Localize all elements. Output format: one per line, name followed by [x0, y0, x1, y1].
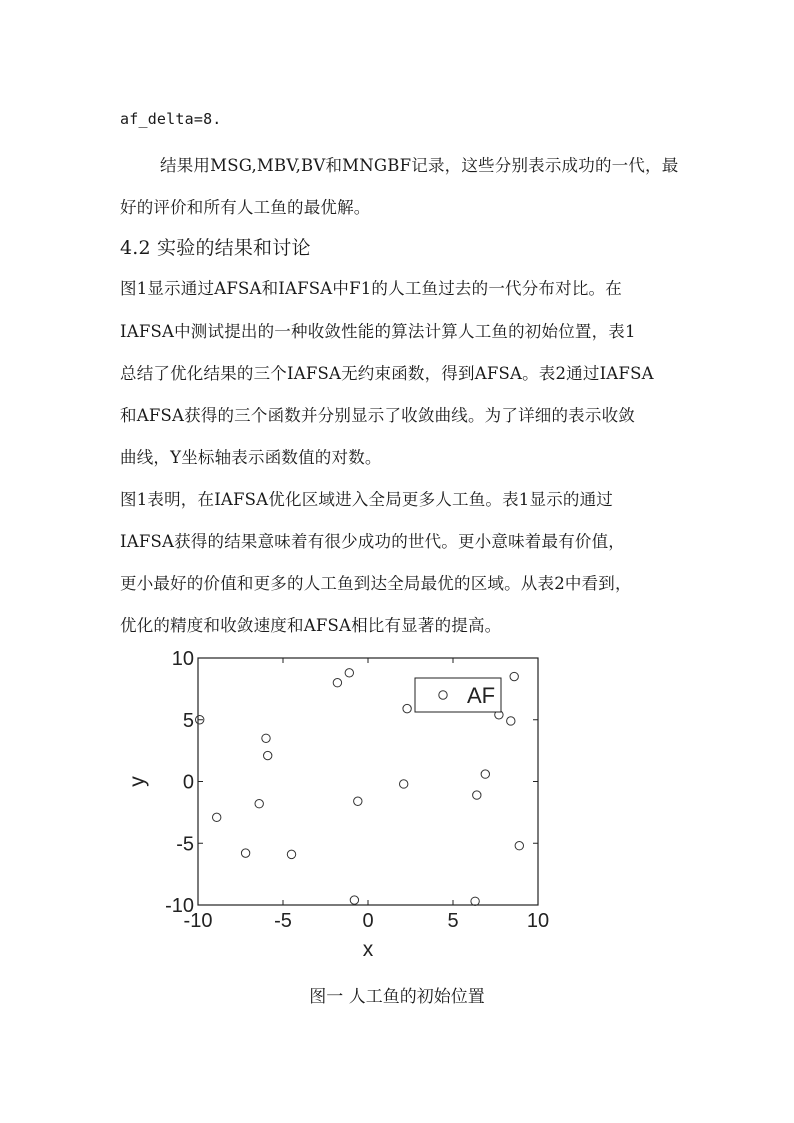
paragraph-line: 优化的精度和收敛速度和AFSA相比有显著的提高。: [120, 616, 502, 635]
data-point: [345, 669, 353, 677]
data-point: [403, 704, 411, 712]
data-point: [264, 751, 272, 759]
scatter-chart: [120, 640, 580, 970]
x-tick-label: 0: [362, 910, 374, 932]
paragraph-line: 更小最好的价值和更多的人工鱼到达全局最优的区域。从表2中看到，: [120, 574, 632, 593]
y-tick-label: 0: [182, 771, 194, 794]
data-point: [241, 849, 249, 857]
data-point: [350, 896, 358, 904]
paragraph-line: 结果用MSG,MBV,BV和MNGBF记录，这些分别表示成功的一代，最: [160, 156, 679, 175]
x-tick-label: -10: [183, 910, 213, 932]
paragraph-line: IAFSA中测试提出的一种收敛性能的算法计算人工鱼的初始位置，表1: [120, 322, 636, 341]
data-point: [354, 797, 362, 805]
data-point: [515, 842, 523, 850]
paragraph-line: 好的评价和所有人工鱼的最优解。: [120, 198, 371, 217]
data-point: [262, 734, 270, 742]
data-point: [400, 780, 408, 788]
x-tick-label: 10: [526, 910, 550, 932]
x-axis-label: x: [362, 938, 374, 961]
data-point: [510, 672, 518, 680]
paragraph-line: af_delta=8.: [120, 110, 222, 128]
section-heading: 4.2 实验的结果和讨论: [120, 237, 311, 259]
data-point: [255, 800, 263, 808]
figure-caption: 图一 人工鱼的初始位置: [309, 987, 485, 1007]
data-point: [213, 813, 221, 821]
y-tick-label: 5: [182, 709, 194, 732]
paragraph-line: IAFSA获得的结果意味着有很少成功的世代。更小意味着最有价值，: [120, 532, 626, 551]
y-tick-label: 10: [171, 648, 194, 670]
data-point: [481, 770, 489, 778]
data-point: [473, 791, 481, 799]
x-tick-label: 5: [447, 910, 459, 932]
paragraph-line: 曲线，Y坐标轴表示函数值的对数。: [120, 448, 382, 467]
paragraph-line: 图1表明，在IAFSA优化区域进入全局更多人工鱼。表1显示的通过: [120, 490, 613, 509]
paragraph-line: 和AFSA获得的三个函数并分别显示了收敛曲线。为了详细的表示收敛: [120, 406, 635, 425]
y-tick-label: -5: [176, 833, 194, 856]
data-point: [507, 717, 515, 725]
legend-label: AF: [467, 683, 496, 708]
data-point: [471, 897, 479, 905]
data-point: [287, 850, 295, 858]
y-tick-label: -10: [165, 895, 194, 917]
paragraph-line: 总结了优化结果的三个IAFSA无约束函数，得到AFSA。表2通过IAFSA: [120, 364, 654, 383]
paragraph-line: 图1显示通过AFSA和IAFSA中F1的人工鱼过去的一代分布对比。在: [120, 279, 622, 298]
x-tick-label: -5: [274, 910, 292, 932]
data-point: [333, 679, 341, 687]
y-axis-label: y: [126, 776, 149, 787]
